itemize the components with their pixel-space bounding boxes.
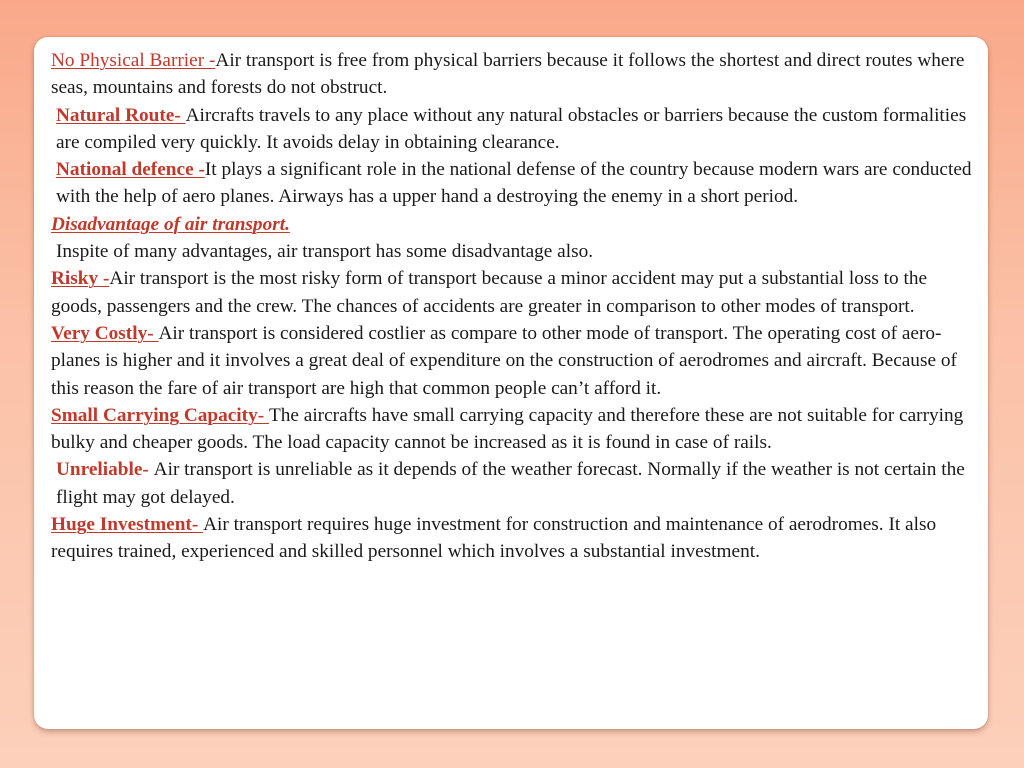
paragraph-national-defence <box>51 156 974 211</box>
heading-unreliable: Unreliable- <box>56 459 154 481</box>
paragraph-unreliable <box>51 456 974 511</box>
body-natural-route: Aircrafts travels to any place without any natural obstacles or barriers because the custom formalities are compiled very quickly. It avoids delay in obtaining clearance. <box>56 104 967 153</box>
paragraph-very-costly <box>51 320 974 402</box>
body-unreliable: Air transport is unreliable as it depends of the weather forecast. Normally if the weather is not certain the flight may got delayed. <box>56 459 965 508</box>
heading-national-defence: National defence - <box>56 159 205 181</box>
heading-very-costly: Very Costly- <box>51 322 159 344</box>
body-small-carrying-capacity: The aircrafts have small carrying capacity and therefore these are not suitable for carrying bulky and cheaper goods. The load capacity cannot be increased as it is found in case of rails. <box>51 404 964 454</box>
paragraph-risky <box>51 265 974 320</box>
heading-no-physical-barrier: No Physical Barrier - <box>51 50 216 71</box>
heading-natural-route: Natural Route- <box>56 104 186 126</box>
paragraph-huge-investment <box>51 511 974 566</box>
body-inspite: Inspite of many advantages, air transport has some disadvantage also. <box>56 241 594 263</box>
heading-risky: Risky - <box>51 268 110 290</box>
paragraph-no-physical-barrier <box>51 47 974 102</box>
body-huge-investment: Air transport requires huge investment for construction and maintenance of aerodromes. It also requires trained, experienced and skilled personnel which involves a substantial investment. <box>51 514 937 563</box>
paragraph-inspite <box>51 238 974 265</box>
body-very-costly: Air transport is considered costlier as compare to other mode of transport. The operating cost of aero-planes is higher and it involves a great deal of expenditure on the construction of aerodromes and aircraft. Because of this reason the fare of air transport are high that common people can’t afford it. <box>51 322 957 399</box>
slide-text-body <box>51 47 974 566</box>
body-risky: Air transport is the most risky form of transport because a minor accident may put a substantial loss to the goods, passengers and the crew. The chances of accidents are greater in comparison to other modes of transport. <box>51 268 928 317</box>
heading-small-carrying-capacity: Small Carrying Capacity- <box>51 404 269 426</box>
paragraph-disadvantage-heading <box>51 211 974 238</box>
body-national-defence: It plays a significant role in the national defense of the country because modern wars are conducted with the help of aero planes. Airways has a upper hand a destroying the enemy in a short period. <box>56 159 972 208</box>
paragraph-small-carrying-capacity <box>51 402 974 457</box>
body-no-physical-barrier: Air transport is free from physical barriers because it follows the shortest and direct routes where seas, mountains and forests do not obstruct. <box>51 50 965 99</box>
paragraph-natural-route <box>51 102 974 157</box>
heading-disadvantage: Disadvantage of air transport. <box>51 213 290 235</box>
heading-huge-investment: Huge Investment- <box>51 514 204 536</box>
slide-content-card <box>34 37 988 729</box>
